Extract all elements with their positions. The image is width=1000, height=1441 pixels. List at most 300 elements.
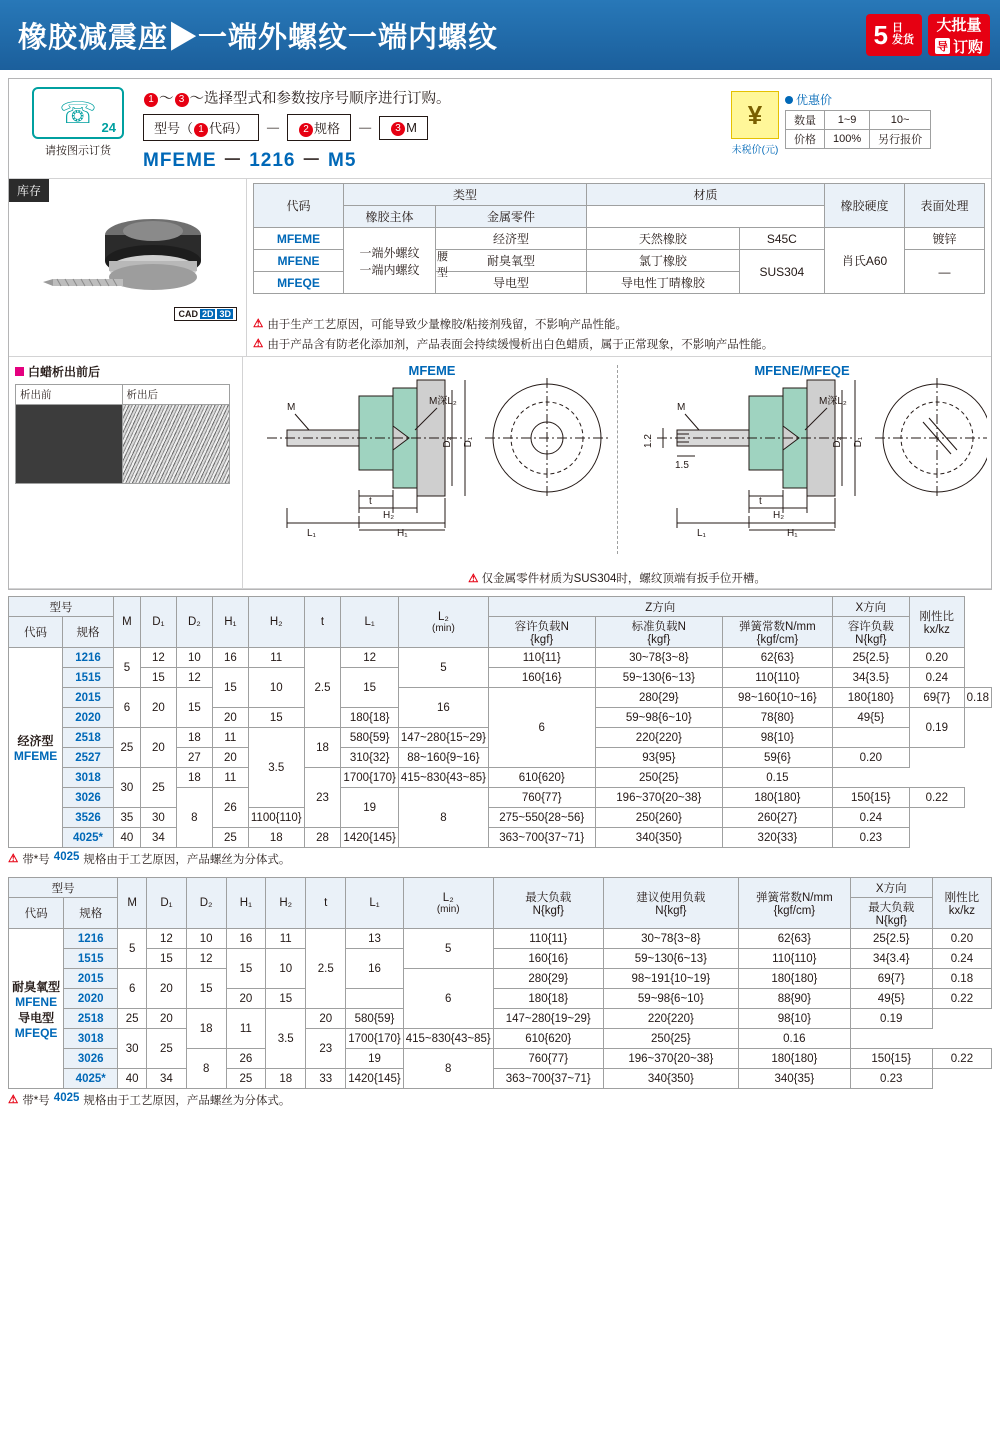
label-d2-right: D₂ <box>832 436 843 448</box>
t1-spring: 180{180} <box>723 788 833 808</box>
order-code-block <box>137 87 731 172</box>
price-table <box>785 110 931 149</box>
code-mfeme: MFEME <box>254 228 344 250</box>
t1-stiff: 0.18 <box>964 688 991 708</box>
th-material-rubber: 橡胶主体 <box>344 206 436 228</box>
t1-h1: 27 <box>176 748 212 768</box>
t2-max: 580{59} <box>346 1009 403 1029</box>
warning-icon-2: ⚠ <box>253 338 264 350</box>
t1-spec: 1216 <box>63 648 114 668</box>
t2-x-max: 69{7} <box>850 969 932 989</box>
t2-l2: 8 <box>403 1049 493 1089</box>
t1-left-label <box>9 648 63 848</box>
drawing-title-right: MFENE/MFEQE <box>754 363 850 378</box>
t2-spec: 1216 <box>64 929 118 949</box>
t1-l1: 15 <box>341 668 398 708</box>
badge-shipping-days <box>866 14 922 56</box>
label-h2-right: H₂ <box>773 510 785 521</box>
t2-rec: 59~98{6~10} <box>603 989 738 1009</box>
t2-th-spring <box>739 878 851 929</box>
t2-spring: 180{180} <box>739 969 851 989</box>
t1-z-allow: 280{29} <box>595 688 723 708</box>
t1-footnote-post: 规格由于工艺原因，产品螺丝为分体式。 <box>83 854 291 866</box>
t2-th-l2 <box>403 878 493 929</box>
material-header-row-1 <box>254 184 985 206</box>
table2-footnote <box>8 1092 992 1108</box>
t1-h1: 26 <box>212 788 248 828</box>
t2-d2: 10 <box>186 929 226 949</box>
t1-d1: 35 <box>113 808 140 828</box>
phone-order-block <box>19 87 137 158</box>
t2-th-stiff <box>932 878 991 929</box>
t1-d2: 10 <box>176 648 212 668</box>
t2-th-l2-min: (min) <box>436 903 460 915</box>
t1-spec: 2527 <box>63 748 114 768</box>
t1-th-z-allow-l2: {kgf} <box>530 634 554 646</box>
t1-m: 5 <box>113 648 140 688</box>
t1-th-spring <box>723 617 833 648</box>
wax-title-text: 白蜡析出前后 <box>28 365 101 379</box>
spec-code-box <box>287 114 351 141</box>
t1-t: 3.5 <box>248 728 304 808</box>
cad-badge <box>174 307 237 321</box>
t1-th-z-std-l1: 标准负载N <box>631 621 686 633</box>
t1-h2: 11 <box>212 768 248 788</box>
t2-h2: 15 <box>266 989 306 1009</box>
t1-th-t: t <box>304 597 341 648</box>
t1-spring: 180{180} <box>832 688 909 708</box>
t2-stiff: 0.18 <box>932 969 991 989</box>
t2-x-max: 25{2.5} <box>850 929 932 949</box>
wax-before-label: 析出前 <box>16 385 122 405</box>
label-m-depth-right: M深L₂ <box>819 396 847 407</box>
t2-spring: 110{110} <box>739 949 851 969</box>
t1-x-allow: 59{6} <box>723 748 833 768</box>
t1-z-std: 59~98{6~10} <box>595 708 723 728</box>
th-material-metal: 金属零件 <box>436 206 587 228</box>
t2-d2: 34 <box>147 1069 187 1089</box>
label-t-right: t <box>759 496 762 507</box>
t1-th-x-allow-l2: N{kgf} <box>855 634 887 646</box>
table-row <box>9 1069 992 1089</box>
t2-spec: 2015 <box>64 969 118 989</box>
t2-l1: 16 <box>346 949 403 989</box>
t1-z-std: 275~550{28~56} <box>488 808 595 828</box>
code-mfeqe: MFEQE <box>254 272 344 294</box>
drawing-title-left: MFEME <box>408 363 456 378</box>
t1-z-std: 415~830{43~85} <box>398 768 488 788</box>
t2-h1: 20 <box>226 989 266 1009</box>
table-row <box>9 648 992 668</box>
t1-h2: 20 <box>212 748 248 768</box>
t2-header-row-1 <box>9 878 992 898</box>
t1-h1: 25 <box>212 828 248 848</box>
th-type: 类型 <box>344 184 587 206</box>
step-1-icon-inline: 1 <box>194 123 208 137</box>
wax-before-image <box>16 405 122 483</box>
t1-z-allow: 1700{170} <box>341 768 398 788</box>
t1-spec: 2015 <box>63 688 114 708</box>
hardness-value: 肖氏A60 <box>825 228 905 294</box>
t1-t: 2.5 <box>304 648 341 728</box>
t1-th-spring-l2: {kgf/cm} <box>756 634 799 646</box>
t1-spring: 93{95} <box>595 748 723 768</box>
t2-d1: 30 <box>118 1029 147 1069</box>
t1-h2: 10 <box>248 668 304 708</box>
phone-icon: ☏ 24 <box>32 87 124 139</box>
label-d1-right: D₁ <box>853 436 864 448</box>
price-row-qty <box>786 111 931 130</box>
t1-m: 6 <box>113 688 140 728</box>
label-1-5: 1.5 <box>675 460 689 471</box>
t1-z-std: 363~700{37~71} <box>488 828 595 848</box>
badge-bulk-order <box>928 14 990 56</box>
t2-th-d2: D₂ <box>186 878 226 929</box>
t1-x-allow: 250{25} <box>595 768 723 788</box>
th-material: 材质 <box>586 184 824 206</box>
wax-after-cell <box>123 385 230 483</box>
th-surface: 表面处理 <box>905 184 985 228</box>
t1-th-code: 代码 <box>9 617 63 648</box>
t1-spec: 3018 <box>63 768 114 788</box>
order-instruction-row <box>9 79 991 179</box>
t1-spring: 340{350} <box>595 828 723 848</box>
badge-bulk-line2: 订购 <box>952 38 983 56</box>
t2-th-xdir: X方向 <box>850 878 932 898</box>
table-row <box>9 929 992 949</box>
t2-m: 8 <box>186 1049 226 1089</box>
t2-h2: 11 <box>226 1009 266 1049</box>
t2-rec: 147~280{19~29} <box>493 1009 603 1029</box>
dash-2: － <box>357 121 374 138</box>
t1-d1: 40 <box>113 828 140 848</box>
t1-th-l1: L₁ <box>341 597 398 648</box>
rubber-mfeqe: 导电性丁晴橡胶 <box>586 272 739 294</box>
t2-spec: 3018 <box>64 1029 118 1049</box>
label-m-right: M <box>677 402 686 413</box>
table-row <box>9 969 992 989</box>
type-mfeqe: 导电型 <box>436 272 587 294</box>
example-code: MFEME <box>143 150 217 171</box>
t2-th-h1: H₁ <box>226 878 266 929</box>
t1-h2: 11 <box>248 648 304 668</box>
t2-rec: 30~78{3~8} <box>603 929 738 949</box>
t2-h1: 26 <box>226 1049 266 1069</box>
t1-x-allow: 260{27} <box>723 808 833 828</box>
t1-d1: 25 <box>113 728 140 768</box>
t1-th-xdir: X方向 <box>832 597 909 617</box>
model-label-post: 代码） <box>209 121 249 136</box>
t2-d1: 25 <box>118 1009 147 1029</box>
type-mfene: 耐臭氧型 <box>436 250 587 272</box>
t2-th-m: M <box>118 878 147 929</box>
t2-th-max <box>493 878 603 929</box>
t1-x-allow: 25{2.5} <box>832 648 909 668</box>
t2-spring: 220{220} <box>603 1009 738 1029</box>
table-row <box>9 768 992 788</box>
t2-d1: 12 <box>147 929 187 949</box>
t2-th-t: t <box>306 878 346 929</box>
t2-d2: 20 <box>147 1009 187 1029</box>
t2-d2: 25 <box>147 1029 187 1069</box>
t1-th-l2 <box>398 597 488 648</box>
t2-h2: 11 <box>266 929 306 949</box>
t2-th-stiff-l1: 刚性比 <box>944 892 980 904</box>
t2-x-max: 340{35} <box>739 1069 851 1089</box>
t1-d2: 12 <box>176 668 212 688</box>
t2-left-label-l3: 导电型 <box>18 1010 55 1025</box>
t1-spec: 3026 <box>63 788 114 808</box>
t1-d1: 12 <box>140 648 176 668</box>
t2-h1: 16 <box>226 929 266 949</box>
t2-spec: 2518 <box>64 1009 118 1029</box>
t1-th-z-allow-l1: 容许负载N <box>514 621 569 633</box>
material-spec-cell <box>247 179 991 356</box>
t2-x-max: 250{25} <box>603 1029 738 1049</box>
label-h1-left: H₁ <box>397 528 408 539</box>
note-3 <box>247 570 987 586</box>
t2-rec: 363~700{37~71} <box>493 1069 603 1089</box>
t1-d2: 30 <box>140 808 176 828</box>
t1-th-m: M <box>113 597 140 648</box>
t1-h1: 15 <box>212 668 248 708</box>
t2-left-label <box>9 929 64 1089</box>
note-2-text: 由于产品含有防老化添加剂，产品表面会持续缓慢析出白色蜡质，属于正常现象，不影响产品性能。 <box>267 339 774 351</box>
label-d1-left: D₁ <box>463 436 474 448</box>
t1-d1: 15 <box>140 668 176 688</box>
t1-z-std: 98~160{10~16} <box>723 688 833 708</box>
t2-th-x-max-l1: 最大负载 <box>868 902 915 914</box>
t1-h1: 18 <box>176 728 212 748</box>
square-bullet-icon <box>15 367 24 376</box>
t1-header-row-1 <box>9 597 992 617</box>
t2-spec: 4025* <box>64 1069 118 1089</box>
t2-x-max: 34{3.4} <box>850 949 932 969</box>
t1-h2: 15 <box>248 708 304 728</box>
t1-z-allow: 1420{145} <box>341 828 398 848</box>
t1-h2: 18 <box>248 828 304 848</box>
t1-th-d1: D₁ <box>140 597 176 648</box>
t2-l1: 23 <box>306 1029 346 1069</box>
t1-z-std: 59~130{6~13} <box>595 668 723 688</box>
t1-th-stiff-l2: kx/kz <box>923 624 950 636</box>
price-title-text: 优惠价 <box>796 93 833 107</box>
bullet-icon <box>785 96 793 104</box>
note-2 <box>253 336 985 352</box>
t1-l2: 8 <box>398 788 488 848</box>
table-row <box>9 1009 992 1029</box>
t1-th-z-std <box>595 617 723 648</box>
product-photo <box>13 187 241 323</box>
t1-x-allow: 320{33} <box>723 828 833 848</box>
t2-stiff: 0.23 <box>850 1069 932 1089</box>
step-3-icon-inline: 3 <box>391 122 405 136</box>
t2-spec: 2020 <box>64 989 118 1009</box>
label-h2-left: H₂ <box>383 510 395 521</box>
t1-l1: 18 <box>304 728 341 768</box>
warning-icon-3: ⚠ <box>468 573 479 585</box>
t2-stiff: 0.19 <box>850 1009 932 1029</box>
t2-stiff: 0.22 <box>932 989 991 1009</box>
t2-max: 110{11} <box>493 929 603 949</box>
t2-h1: 15 <box>226 949 266 989</box>
t1-d1: 20 <box>140 688 176 728</box>
cad-3d-label: 3D <box>219 309 231 319</box>
t2-m: 6 <box>118 969 147 1009</box>
t2-spring: 88{90} <box>739 989 851 1009</box>
t2-h1: 18 <box>186 1009 226 1049</box>
t2-rec: 415~830{43~85} <box>403 1029 493 1049</box>
t1-stiff: 0.15 <box>723 768 833 788</box>
badge-bulk-line1: 大批量 <box>936 16 982 34</box>
t1-h2: 11 <box>212 728 248 748</box>
stock-badge: 库存 <box>9 179 49 202</box>
table-row <box>9 949 992 969</box>
t1-th-z-allow <box>488 617 595 648</box>
metal-mfeme: S45C <box>739 228 824 250</box>
t2-h2: 18 <box>266 1069 306 1089</box>
t2-l2: 6 <box>403 969 493 1029</box>
t2-h2: 19 <box>346 1049 403 1069</box>
note-1-text: 由于生产工艺原因，可能导致少量橡胶/粘接剂残留，不影响产品性能。 <box>267 319 628 331</box>
th-code: 代码 <box>254 184 344 228</box>
wax-title <box>15 363 236 380</box>
price-row-price <box>786 130 931 149</box>
t1-z-std: 30~78{3~8} <box>595 648 723 668</box>
product-image-cell <box>9 179 247 356</box>
metal-sus304: SUS304 <box>739 250 824 294</box>
t2-t: 2.5 <box>306 929 346 1009</box>
t2-d1: 40 <box>118 1069 147 1089</box>
t2-spring: 610{620} <box>493 1029 603 1049</box>
step-2-icon: 2 <box>299 123 313 137</box>
surface-mfeme: 镀锌 <box>905 228 985 250</box>
label-1-2: 1.2 <box>643 434 654 448</box>
table-row <box>9 668 992 688</box>
t2-th-d1: D₁ <box>147 878 187 929</box>
badge-days-number: 5 <box>873 20 888 50</box>
t1-l2: 5 <box>398 648 488 688</box>
t1-x-allow: 98{10} <box>723 728 833 748</box>
t1-l1: 28 <box>304 828 341 848</box>
t2-th-max-l1: 最大负载 <box>525 892 572 904</box>
price-price-v1: 100% <box>825 130 870 149</box>
t2-l1: 13 <box>346 929 403 949</box>
badge-days-sub1: 日 <box>891 22 903 35</box>
drawing-area <box>243 357 991 588</box>
warning-icon-4: ⚠ <box>8 853 19 865</box>
t1-l1: 12 <box>341 648 398 668</box>
page-title: 橡胶减震座▶一端外螺纹一端内螺纹 <box>18 21 499 54</box>
t2-left-label-l4: MFEQE <box>14 1025 58 1040</box>
t1-footnote-pre: 带*号 <box>22 854 50 866</box>
tax-note: 未税价(元) <box>731 145 779 156</box>
t2-spring: 340{350} <box>603 1069 738 1089</box>
t1-d2: 34 <box>140 828 176 848</box>
t1-d2: 20 <box>140 728 176 768</box>
t1-spring: 250{260} <box>595 808 723 828</box>
badge-days-sub2: 发货 <box>891 34 914 46</box>
t2-l1: 20 <box>306 1009 346 1029</box>
rubber-mfeme: 天然橡胶 <box>586 228 739 250</box>
m-label: M <box>406 119 417 135</box>
label-m-depth-left: M深L₂ <box>429 396 457 407</box>
t1-spring: 220{220} <box>595 728 723 748</box>
warning-icon-1: ⚠ <box>253 318 264 330</box>
t1-z-allow: 760{77} <box>488 788 595 808</box>
price-qty-label: 数量 <box>786 111 825 130</box>
dimension-table-mfene-mfeqe <box>8 877 992 1089</box>
t1-th-zdir: Z方向 <box>488 597 832 617</box>
t2-rec: 98~191{10~19} <box>603 969 738 989</box>
t2-th-stiff-l2: kx/kz <box>948 905 975 917</box>
rubber-mfene: 氯丁橡胶 <box>586 250 739 272</box>
t1-x-allow: 49{5} <box>832 708 909 728</box>
t1-d2: 25 <box>140 768 176 808</box>
t1-z-allow: 110{11} <box>488 648 595 668</box>
dash-1: － <box>265 121 282 138</box>
label-l1-left: L₁ <box>307 528 316 539</box>
t2-d1: 15 <box>147 949 187 969</box>
t1-stiff: 0.24 <box>832 808 909 828</box>
t1-th-stiff-l1: 刚性比 <box>919 611 955 623</box>
t2-footnote-pre: 带*号 <box>22 1095 50 1107</box>
example-dash-2: － <box>301 150 322 171</box>
t1-h1: 20 <box>212 708 248 728</box>
type-waist-label: 腰型 <box>437 251 448 279</box>
t1-th-spec: 规格 <box>63 617 114 648</box>
t1-spec: 3526 <box>63 808 114 828</box>
t2-m: 5 <box>118 929 147 969</box>
t1-d2: 15 <box>176 688 212 728</box>
t1-x-allow: 34{3.5} <box>832 668 909 688</box>
t2-h2: 10 <box>266 949 306 989</box>
t1-th-z-std-l2: {kgf} <box>647 634 671 646</box>
surface-none: — <box>905 250 985 294</box>
price-title <box>785 91 931 108</box>
t2-h1: 25 <box>226 1069 266 1089</box>
t2-spec: 1515 <box>64 949 118 969</box>
t1-th-d2: D₂ <box>176 597 212 648</box>
t2-th-max-l2: N{kgf} <box>532 905 564 917</box>
material-table <box>253 183 985 294</box>
t2-th-model: 型号 <box>9 878 118 898</box>
label-l1-right: L₁ <box>697 528 706 539</box>
t1-th-l2-main: L₂ <box>437 610 449 623</box>
t1-th-h2: H₂ <box>248 597 304 648</box>
badge-bulk-icon: 导 <box>935 38 950 54</box>
t1-l1: 23 <box>304 768 341 828</box>
t2-t: 3.5 <box>266 1009 306 1069</box>
t1-x-allow: 150{15} <box>832 788 909 808</box>
t2-max: 180{18} <box>493 989 603 1009</box>
t2-th-spring-l2: {kgf/cm} <box>773 905 816 917</box>
note-1 <box>253 316 985 332</box>
t2-d2: 12 <box>186 949 226 969</box>
t1-spec: 2518 <box>63 728 114 748</box>
t2-stiff: 0.24 <box>932 949 991 969</box>
yen-icon: ¥ <box>731 91 779 139</box>
t1-th-spring-l1: 弹簧常数N/mm <box>739 621 816 633</box>
t2-max: 760{77} <box>493 1049 603 1069</box>
cad-2d-label: 2D <box>201 309 214 319</box>
drawing-divider <box>617 365 618 554</box>
t1-th-x-allow <box>832 617 909 648</box>
t2-th-rec-l1: 建议使用负载 <box>636 892 706 904</box>
t2-footnote-code: 4025 <box>53 1092 80 1104</box>
price-price-label: 价格 <box>786 130 825 149</box>
t1-spec: 2020 <box>63 708 114 728</box>
